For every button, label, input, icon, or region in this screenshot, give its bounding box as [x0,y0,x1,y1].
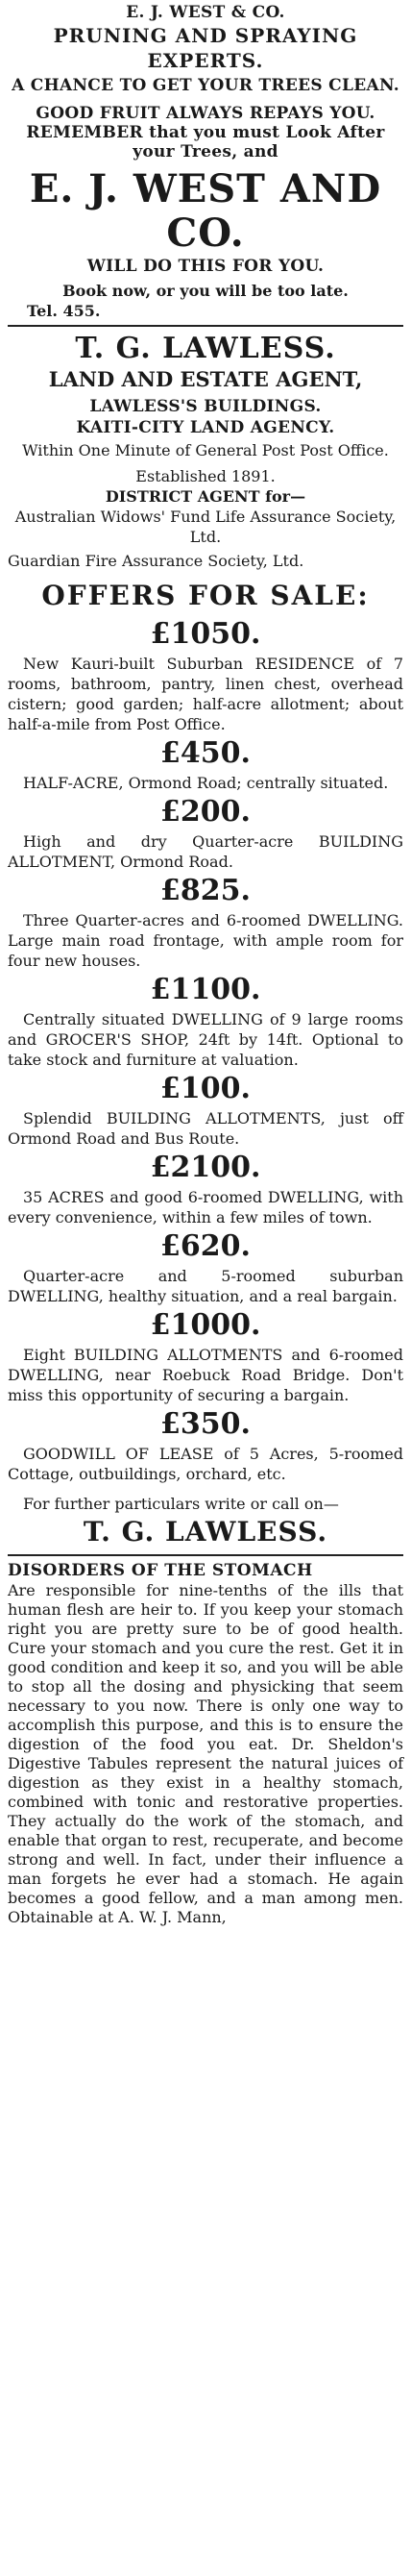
listing [8,615,403,734]
stomach-advert [8,1560,403,1927]
west-pruning-line: PRUNING AND SPRAYING [53,24,358,47]
lawless-within: Within One Minute of General Post Post Office. [22,441,389,459]
west-chance: A CHANCE TO GET YOUR TREES CLEAN. [12,76,399,95]
lawless-agency: KAITI-CITY LAND AGENCY. [76,418,335,437]
west-big-name: E. J. WEST AND CO. [29,166,382,256]
listing [8,1149,403,1227]
west-experts-line: EXPERTS. [147,49,264,72]
listing-text: HALF-ACRE, Ormond Road; centrally situated. [23,774,389,792]
listing [8,1405,403,1484]
listing-text: Eight BUILDING ALLOTMENTS and 6-roomed DWELLING, near Roebuck Road Bridge. Don't miss this opportunity of securing a bargain. [8,1346,403,1404]
lawless-advert [8,331,403,1550]
listing-text: Splendid BUILDING ALLOTMENTS, just off Ormond Road and Bus Route. [8,1109,403,1148]
divider [8,1554,403,1556]
listing-price: £620. [160,1229,251,1263]
listings [8,615,403,1484]
listing [8,1070,403,1149]
listing [8,872,403,971]
listing-price: £200. [160,795,251,829]
listing-price: £2100. [150,1151,261,1184]
lawless-established: Established 1891. [135,467,276,485]
listing-text: New Kauri-built Suburban RESIDENCE of 7 rooms, bathroom, pantry, linen chest, overhead cistern; good garden; half-acre allotment; about half-a-mile from Post Office. [8,655,403,733]
lawless-role: LAND AND ESTATE AGENT, [48,367,363,391]
listing-text: Three Quarter-acres and 6-roomed DWELLING. Large main road frontage, with ample room for four new houses. [8,911,403,970]
stomach-body: Are responsible for nine-tenths of the ills that human flesh are heir to. If you keep your stomach right you are pretty sure to be of good health. Cure your stomach and you cure the rest. Get it in good condition and keep it so, and you will be able to stop all the dosing and physicking that seem necessary to you now. There is only one way to accomplish this purpose, and this is to ensure the digestion of the food you eat. Dr. Sheldon's Digestive Tabules represent the natural juices of digestion as they exist in a healthy stomach, combined with tonic and restorative properties. They actually do the work of the stomach, and enable that organ to rest, recuperate, and become strong and well. In fact, under their influence a man forgets he ever had a stomach. He again becomes a good fellow, and a man among men. Obtainable at A. W. J. Mann, [8,1581,403,1926]
listing-price: £1000. [150,1308,261,1342]
listing-text: Quarter-acre and 5-roomed suburban DWELLING, healthy situation, and a real bargain. [8,1267,403,1305]
west-remember: REMEMBER that you must Look After your Trees, and [26,123,385,161]
listing [8,734,403,793]
listing-text: High and dry Quarter-acre BUILDING ALLOTMENT, Ormond Road. [8,832,403,871]
west-advert [8,0,403,321]
lawless-buildings: LAWLESS'S BUILDINGS. [89,397,322,416]
lawless-district: DISTRICT AGENT for— [105,487,306,506]
west-book-now: Book now, or you will be too late. [62,282,349,300]
listing-text: 35 ACRES and good 6-roomed DWELLING, with every convenience, within a few miles of town. [8,1188,403,1226]
listing-price: £450. [160,736,251,770]
listing-text: Centrally situated DWELLING of 9 large rooms and GROCER'S SHOP, 24ft by 14ft. Optional to take stock and furniture at valuation. [8,1010,403,1069]
lawless-agency-2: Guardian Fire Assurance Society, Ltd. [8,552,304,570]
listing [8,1227,403,1306]
listing-price: £100. [160,1072,251,1105]
west-will-do: WILL DO THIS FOR YOU. [86,257,325,276]
stomach-title: DISORDERS OF THE STOMACH [8,1561,313,1580]
listing-price: £1050. [150,617,261,651]
lawless-name: T. G. LAWLESS. [75,332,336,365]
lawless-agency-1: Australian Widows' Fund Life Assurance Society, Ltd. [14,508,397,546]
listing [8,971,403,1070]
west-header: E. J. WEST & CO. [126,3,285,22]
west-telephone: Tel. 455. [27,302,101,320]
west-fruit: GOOD FRUIT ALWAYS REPAYS YOU. [36,104,375,123]
lawless-signature: T. G. LAWLESS. [83,1516,328,1548]
listing [8,1306,403,1405]
listing-text: GOODWILL OF LEASE of 5 Acres, 5-roomed Cottage, outbuildings, orchard, etc. [8,1445,403,1483]
listing-price: £350. [160,1407,251,1441]
listing-price: £825. [160,874,251,907]
newspaper-column [8,0,403,1927]
listing [8,793,403,872]
lawless-offers: OFFERS FOR SALE: [41,580,370,611]
lawless-further: For further particulars write or call on— [23,1495,339,1513]
divider [8,325,403,327]
listing-price: £1100. [150,973,261,1006]
